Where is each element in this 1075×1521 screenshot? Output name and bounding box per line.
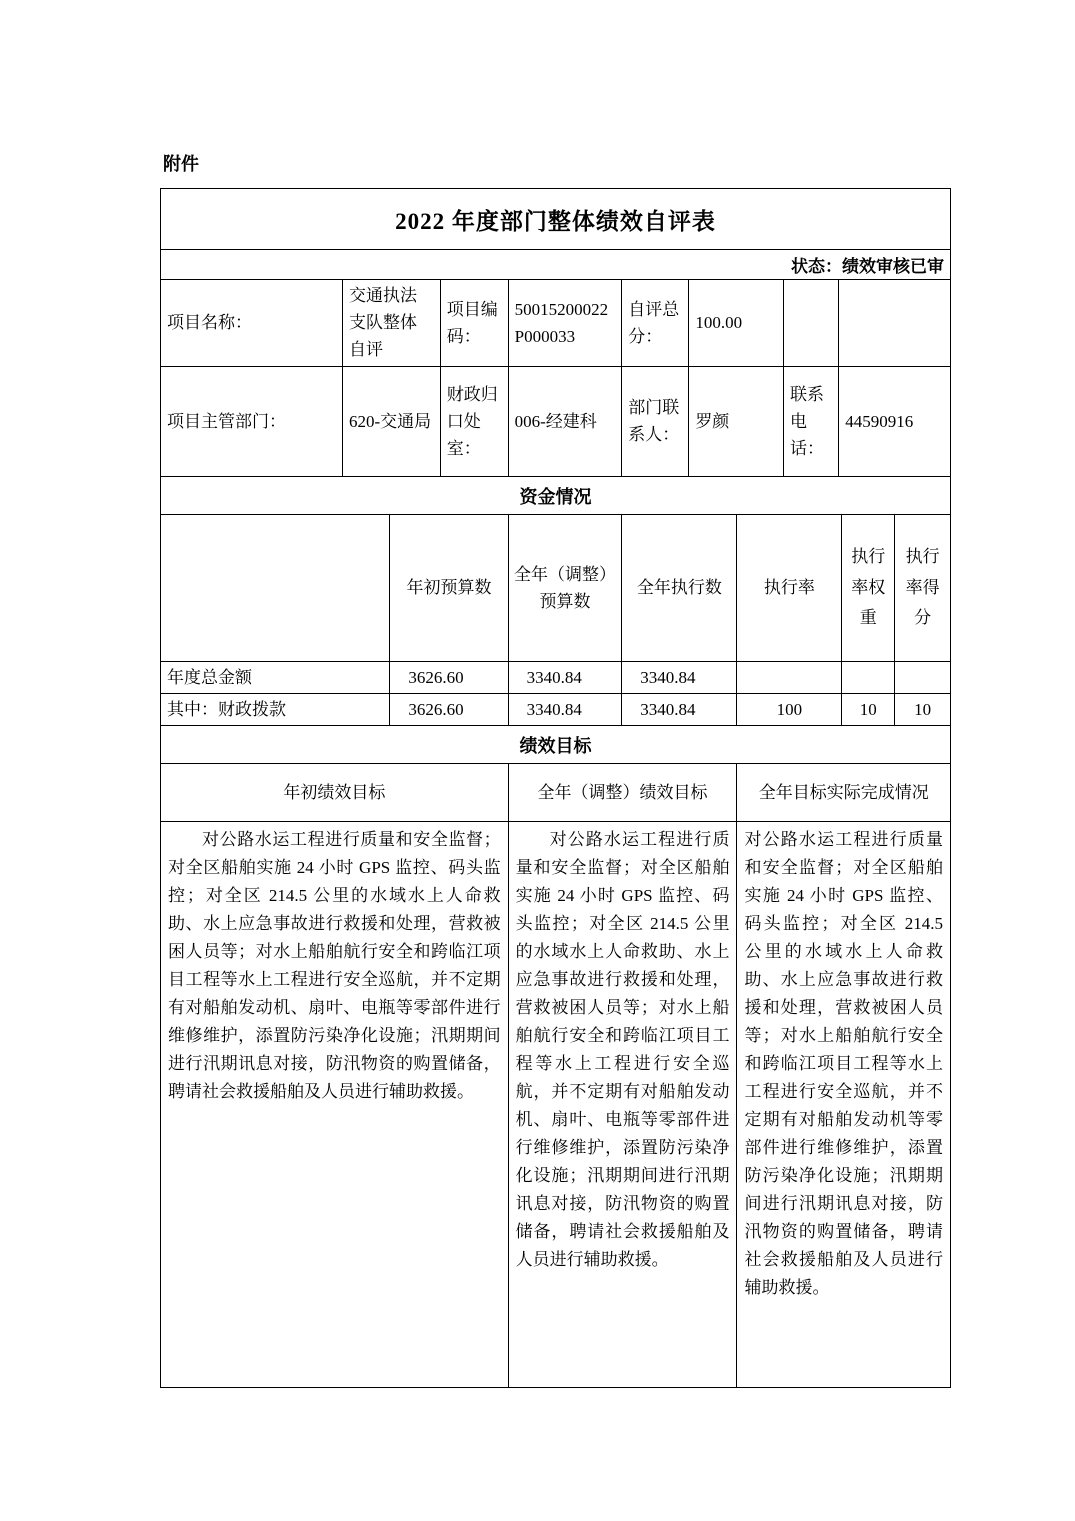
project-code-label: 项目编码：: [440, 280, 508, 367]
self-score-value: 100.00: [689, 280, 784, 367]
fiscal-allocation-executed: 3340.84: [622, 694, 737, 726]
title-row: [161, 189, 950, 249]
annual-total-score: [895, 662, 950, 694]
self-evaluation-table: [160, 188, 951, 1388]
contact-value: 罗颜: [689, 366, 784, 476]
adjusted-goal-cell: [508, 822, 737, 1387]
project-code-value: 50015200022P000033: [508, 280, 622, 367]
project-info-table: [161, 279, 950, 476]
initial-goal-text: 对公路水运工程进行质量和安全监督；对全区船舶实施 24 小时 GPS 监控、码头监控；对全区 214.5 公里的水域水上人命救助、水上应急事故进行救援和处理，营救被困人员等；对水上船舶航行安全和跨临江项目工程等水上工程进行安全巡航，并不定期有对船舶发动机、扇叶、电瓶等零部件进行维修维护，添置防污染净化设施；汛期期间进行汛期讯息对接，防汛物资的购置储备，聘请社会救援船舶及人员进行辅助救援。: [168, 830, 501, 1102]
fiscal-allocation-rate: 100: [737, 694, 842, 726]
goals-header-row: [161, 764, 950, 822]
fiscal-allocation-initial: 3626.60: [390, 694, 508, 726]
annual-total-initial: 3626.60: [390, 662, 508, 694]
phone-label: 联系电话：: [783, 366, 838, 476]
project-name-label: 项目名称：: [161, 280, 342, 367]
dept-value: 620-交通局: [342, 366, 440, 476]
actual-completion-text: 对公路水运工程进行质量和安全监督；对全区船舶实施 24 小时 GPS 监控、码头监控；对全区 214.5 公里的水域水上人命救助、水上应急事故进行救援和处理，营救被困人员等；对水上船舶航行安全和跨临江项目工程等水上工程进行安全巡航，并不定期有对船舶发动机等零部件进行维修维护，添置防污染净化设施；汛期期间进行汛期讯息对接，防汛物资的购置储备，聘请社会救援船舶及人员进行辅助救援。: [744, 830, 943, 1298]
annual-total-adjusted: 3340.84: [508, 662, 622, 694]
empty-cell: [783, 280, 838, 367]
funding-header-initial-budget: 年初预算数: [390, 515, 508, 662]
finance-office-label: 财政归口处室：: [440, 366, 508, 476]
fiscal-allocation-label: 其中：财政拨款: [161, 694, 390, 726]
fiscal-allocation-weight: 10: [842, 694, 895, 726]
funding-header-empty: [161, 515, 390, 662]
funding-header-adjusted-budget: 全年（调整）预算数: [508, 515, 622, 662]
adjusted-goal-text: 对公路水运工程进行质量和安全监督；对全区船舶实施 24 小时 GPS 监控、码头监控；对全区 214.5 公里的水域水上人命救助、水上应急事故进行救援和处理，营救被困人员等；对水上船舶航行安全和跨临江项目工程等水上工程进行安全巡航，并不定期有对船舶发动机、扇叶、电瓶等零部件进行维修维护，添置防污染净化设施；汛期期间进行汛期讯息对接，防汛物资的购置储备，聘请社会救援船舶及人员进行辅助救援。: [515, 830, 730, 1270]
funding-header-row: [161, 515, 950, 662]
page-title: 2022 年度部门整体绩效自评表: [395, 208, 716, 234]
dept-label: 项目主管部门：: [161, 366, 342, 476]
initial-goal-cell: [161, 822, 508, 1387]
fiscal-allocation-score: 10: [895, 694, 950, 726]
self-score-label: 自评总分：: [622, 280, 689, 367]
attachment-label: 附件: [163, 154, 199, 174]
annual-total-executed: 3340.84: [622, 662, 737, 694]
finance-office-value: 006-经建科: [508, 366, 622, 476]
phone-value: 44590916: [839, 366, 950, 476]
goals-table: [161, 763, 950, 1387]
table-row: [161, 694, 950, 726]
contact-label: 部门联系人：: [622, 366, 689, 476]
goals-header-initial: 年初绩效目标: [161, 764, 508, 822]
status-badge: 状态：绩效审核已审: [161, 249, 950, 279]
project-name-value: 交通执法支队整体自评: [342, 280, 440, 367]
funding-table: [161, 514, 950, 725]
funding-header-rate-weight: 执行率权重: [842, 515, 895, 662]
funding-header-rate-score: 执行率得分: [895, 515, 950, 662]
annual-total-rate: [737, 662, 842, 694]
goals-section-title: 绩效目标: [161, 725, 950, 763]
goals-header-actual: 全年目标实际完成情况: [737, 764, 950, 822]
goals-content-row: [161, 822, 950, 1387]
goals-header-adjusted: 全年（调整）绩效目标: [508, 764, 737, 822]
table-row: [161, 280, 950, 367]
empty-cell: [839, 280, 950, 367]
funding-section-title: 资金情况: [161, 476, 950, 514]
annual-total-label: 年度总金额: [161, 662, 390, 694]
actual-completion-cell: [737, 822, 950, 1387]
funding-header-rate: 执行率: [737, 515, 842, 662]
table-row: [161, 662, 950, 694]
annual-total-weight: [842, 662, 895, 694]
funding-header-executed: 全年执行数: [622, 515, 737, 662]
fiscal-allocation-adjusted: 3340.84: [508, 694, 622, 726]
table-row: [161, 366, 950, 476]
